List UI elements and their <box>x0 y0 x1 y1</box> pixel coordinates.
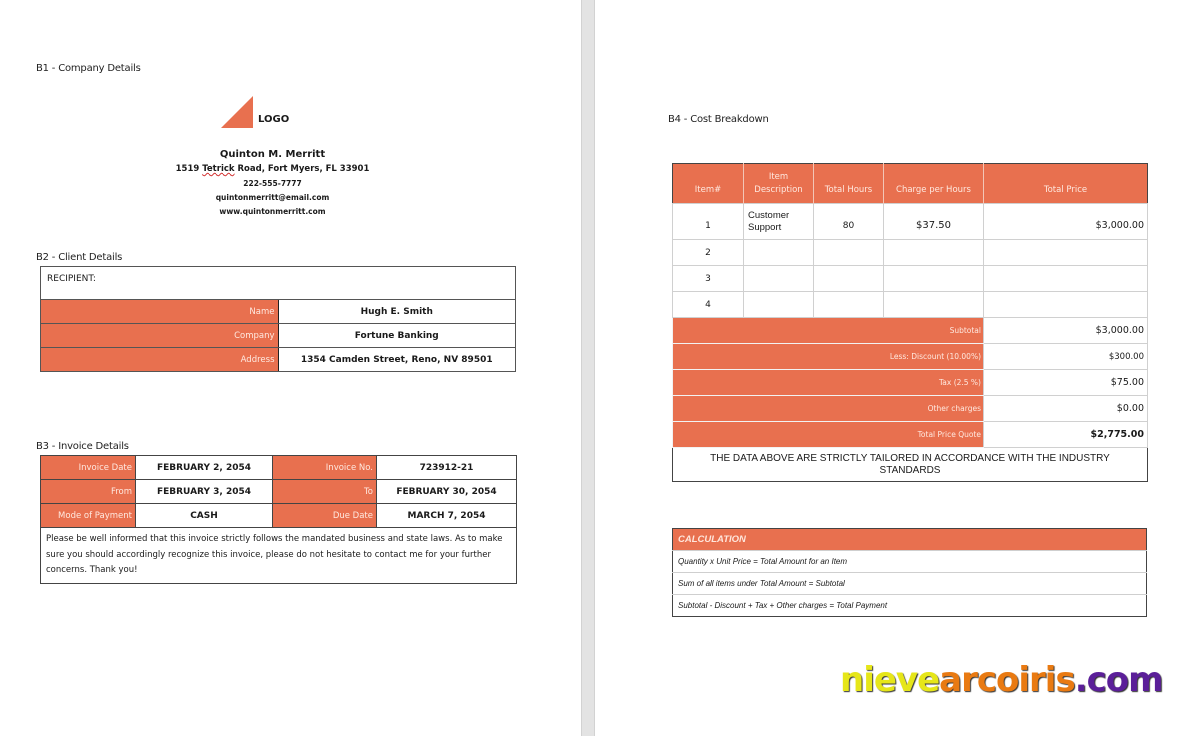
table-row <box>673 292 1148 318</box>
due-date-label: Due Date <box>273 504 377 528</box>
company-details <box>150 147 395 219</box>
cost-footer-note: THE DATA ABOVE ARE STRICTLY TAILORED IN ACCORDANCE WITH THE INDUSTRY STANDARDS <box>710 452 1110 476</box>
invoice-number-label: Invoice No. <box>273 456 377 480</box>
company-website: www.quintonmerritt.com <box>219 207 326 216</box>
logo-triangle-icon <box>221 96 253 128</box>
item-number[interactable]: 1 <box>673 204 744 240</box>
address-rest: Road, Fort Myers, FL 33901 <box>237 164 370 174</box>
total-quote-value: $2,775.00 <box>984 422 1148 448</box>
subtotal-value: $3,000.00 <box>984 318 1148 344</box>
recipient-label: RECIPIENT: <box>41 267 516 300</box>
discount-value: $300.00 <box>984 344 1148 370</box>
client-details-table <box>40 266 516 372</box>
summary-row-other <box>673 396 1148 422</box>
item-number[interactable]: 4 <box>673 292 744 318</box>
calculation-line: Sum of all items under Total Amount = Subtotal <box>673 573 1147 595</box>
discount-label: Less: Discount (10.00%) <box>673 344 984 370</box>
logo-text: LOGO <box>258 114 290 125</box>
item-description[interactable]: Customer Support <box>744 204 814 240</box>
address-street-misspelled: Tetrick <box>202 164 235 174</box>
other-charges-label: Other charges <box>673 396 984 422</box>
watermark-part-nieve: nieve <box>840 660 940 700</box>
item-total[interactable] <box>984 292 1148 318</box>
item-hours[interactable] <box>814 266 884 292</box>
item-description[interactable] <box>744 266 814 292</box>
item-description[interactable] <box>744 292 814 318</box>
summary-row-total <box>673 422 1148 448</box>
item-total[interactable]: $3,000.00 <box>984 204 1148 240</box>
invoice-details-table <box>40 455 517 584</box>
company-address <box>150 162 395 177</box>
company-name: Quinton M. Merritt <box>219 149 326 160</box>
table-row <box>673 204 1148 240</box>
document-page-left <box>0 0 581 736</box>
invoice-date-label: Invoice Date <box>41 456 136 480</box>
item-total[interactable] <box>984 240 1148 266</box>
summary-row-subtotal <box>673 318 1148 344</box>
page-divider <box>581 0 595 736</box>
header-total-hours: Total Hours <box>814 164 884 204</box>
invoice-note: Please be well informed that this invoice strictly follows the mandated business and state laws. As to make sure you should accordingly recognize this invoice, please do not hesitate to contact me for your further concerns. Thank you! <box>41 528 517 584</box>
other-charges-value: $0.00 <box>984 396 1148 422</box>
client-row <box>41 300 516 324</box>
calculation-line: Quantity x Unit Price = Total Amount for an Item <box>673 551 1147 573</box>
to-value[interactable]: FEBRUARY 30, 2054 <box>377 480 517 504</box>
item-rate[interactable] <box>884 292 984 318</box>
due-date-value[interactable]: MARCH 7, 2054 <box>377 504 517 528</box>
item-description[interactable] <box>744 240 814 266</box>
invoice-number-value[interactable]: 723912-21 <box>377 456 517 480</box>
calculation-line: Subtotal - Discount + Tax + Other charges = Total Payment <box>678 601 888 610</box>
invoice-row <box>41 504 517 528</box>
item-hours[interactable] <box>814 240 884 266</box>
table-row <box>673 266 1148 292</box>
client-label-address: Address <box>41 348 279 372</box>
tax-value: $75.00 <box>984 370 1148 396</box>
watermark-part-arcoiris: arcoiris <box>939 660 1075 700</box>
calculation-table <box>672 528 1147 617</box>
client-label-company: Company <box>41 324 279 348</box>
address-number: 1519 <box>175 164 200 174</box>
invoice-row <box>41 456 517 480</box>
watermark-logo <box>840 660 1163 700</box>
section-label-invoice: B3 - Invoice Details <box>36 441 129 452</box>
watermark-part-com: .com <box>1074 660 1163 700</box>
to-label: To <box>273 480 377 504</box>
client-row <box>41 324 516 348</box>
summary-row-discount <box>673 344 1148 370</box>
section-label-company: B1 - Company Details <box>36 63 141 74</box>
company-phone: 222-555-7777 <box>243 179 302 188</box>
from-label: From <box>41 480 136 504</box>
client-value-address[interactable]: 1354 Camden Street, Reno, NV 89501 <box>278 348 516 372</box>
payment-mode-label: Mode of Payment <box>41 504 136 528</box>
item-rate[interactable]: $37.50 <box>884 204 984 240</box>
cost-header-row <box>673 164 1148 204</box>
summary-row-tax <box>673 370 1148 396</box>
header-charge-per-hour: Charge per Hours <box>884 164 984 204</box>
invoice-row <box>41 480 517 504</box>
calculation-title: CALCULATION <box>673 529 1147 551</box>
item-hours[interactable] <box>814 292 884 318</box>
client-value-name[interactable]: Hugh E. Smith <box>278 300 516 324</box>
subtotal-label: Subtotal <box>673 318 984 344</box>
tax-label: Tax (2.5 %) <box>673 370 984 396</box>
section-label-cost: B4 - Cost Breakdown <box>668 114 769 125</box>
item-number[interactable]: 3 <box>673 266 744 292</box>
from-value[interactable]: FEBRUARY 3, 2054 <box>136 480 273 504</box>
company-email: quintonmerritt@email.com <box>215 193 330 202</box>
cost-breakdown-table <box>672 163 1148 482</box>
client-value-company[interactable]: Fortune Banking <box>278 324 516 348</box>
client-row <box>41 348 516 372</box>
header-total-price: Total Price <box>1043 185 1088 195</box>
item-rate[interactable] <box>884 266 984 292</box>
item-rate[interactable] <box>884 240 984 266</box>
client-label-name: Name <box>41 300 279 324</box>
item-number[interactable]: 2 <box>673 240 744 266</box>
item-hours[interactable]: 80 <box>814 204 884 240</box>
section-label-client: B2 - Client Details <box>36 252 123 263</box>
invoice-date-value[interactable]: FEBRUARY 2, 2054 <box>136 456 273 480</box>
payment-mode-value[interactable]: CASH <box>136 504 273 528</box>
table-row <box>673 240 1148 266</box>
header-item-number: Item# <box>673 164 744 204</box>
item-total[interactable] <box>984 266 1148 292</box>
header-item-description: Item Description <box>744 164 814 204</box>
total-quote-label: Total Price Quote <box>673 422 984 448</box>
